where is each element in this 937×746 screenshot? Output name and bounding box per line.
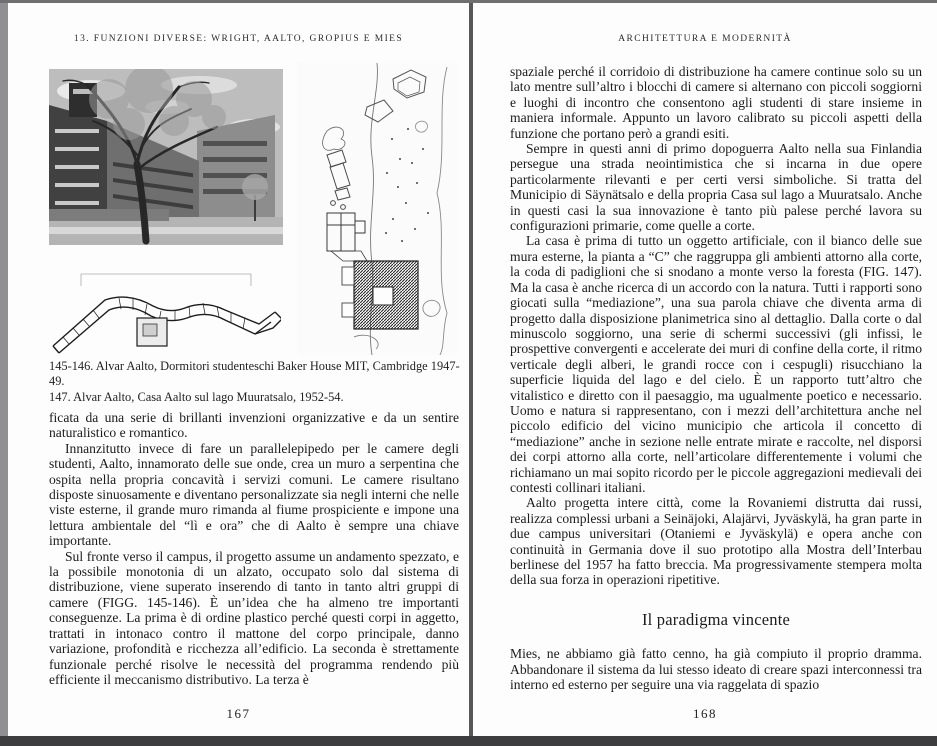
right-page xyxy=(473,3,937,736)
muuratsalo-site-plan-image xyxy=(297,63,457,355)
section-heading: Il paradigma vincente xyxy=(641,609,791,629)
body-paragraph: Aalto progetta intere città, come la Rovaniemi distrutta dai russi, realizza complessi urbani a Seinäjoki, Alajärvi, Jyväskylä, ha gran parte in due campus universitari (Otaniemi e Jyväskylä) e opera anche con continuità in Germania dove il suo prototipo alla Mostra dell’Interbau berlinese del 1957 ha fatto breccia. Ma progressivamente stempera molta della sua forza in operazioni ripetitive. xyxy=(510,495,922,588)
baker-house-floor-plan-image xyxy=(49,266,281,356)
dining-hall-block xyxy=(137,318,167,346)
page-number-right: 168 xyxy=(693,706,717,721)
scan-border-top xyxy=(0,0,937,3)
scan-border-left xyxy=(0,0,8,746)
scan-border-bottom xyxy=(0,736,937,746)
running-header-right: ARCHITETTURA E MODERNITÀ xyxy=(618,34,792,44)
page-gutter xyxy=(469,0,473,746)
baker-house-photo-image xyxy=(49,69,283,245)
caption-145-146: 145-146. Alvar Aalto, Dormitori studenteschi Baker House MIT, Cambridge 1947-49. xyxy=(49,359,460,389)
figure-captions xyxy=(49,359,464,405)
caption-147: 147. Alvar Aalto, Casa Aalto sul lago Muuratsalo, 1952-54. xyxy=(49,389,344,404)
running-header-left: 13. FUNZIONI DIVERSE: WRIGHT, AALTO, GROPIUS E MIES xyxy=(73,34,404,44)
figure-146-floor-plan xyxy=(49,266,281,356)
left-body-text xyxy=(49,410,459,687)
body-paragraph: La casa è prima di tutto un oggetto artificiale, con il bianco delle sue mura esterne, la pianta a “C” che raggruppa gli ambienti attorno alla corte, la coda di padiglioni che si snodano a monte verso la foresta (FIG. 147). Ma la casa è anche ricerca di un accordo con la natura. Tutti i rapporti sono giocati sulla “mediazione”, una sua parola chiave che diventa arma di progetto dalla disposizione planimetrica sino al dettaglio. Dalla corte o dal minuscolo soggiorno, una serie di schermi successivi (gli infissi, le prospettive convergenti e accelerate dei muri di confine della corte, il ritmo verticale degli alberi, le grandi rocce con i cespugli) risucchiano la superficie liquida del lago e del cielo. È un rapporto tutt’altro che vitalistico e diretto con il paesaggio, ma ugualmente poetico e necessario. Uomo e natura si rappresentano, con i mezzi dell’architettura anche nel piccolo edificio del vicino municipio che articola il concetto di “mediazione” anche in sezione nelle entrate mirate e raccolte, nel disporsi dei corpi attorno alla corte, nell’articolare differentemente i volumi che richiamano un mai sopito ricordo per le piccole aggregazioni medievali dei contesti collinari italiani. xyxy=(510,233,922,495)
page-number-left: 167 xyxy=(226,706,251,721)
body-paragraph: ficata da una serie di brillanti invenzioni organizzative e da un sentire naturalistico e romantico. xyxy=(49,410,459,441)
body-paragraph: Sul fronte verso il campus, il progetto assume un andamento spezzato, e la possibile monotonia di un alzato, occupato solo dal sistema di distribuzione, viene superato inserendo di tanto in tanto altri gruppi di camere (FIGG. 145-146). È un’idea che ha almeno tre importanti conseguenze. La prima è di ordine plastico perché questi corpi in aggetto, trattati in intonaco contro il mattone del corpo principale, danno variazione, profondità e ricchezza all’edificio. La seconda è strettamente funzionale perché risolve le necessità del programma rendendo più efficiente il meccanismo distributivo. La terza è xyxy=(49,548,459,687)
body-paragraph: Sempre in questi anni di primo dopoguerra Aalto nella sua Finlandia persegue una strada neointimistica che si incarna in due opere particolarmente rilevanti e per certi versi simboliche. Si tratta del Municipio di Säynätsalo e della propria Casa sul lago a Muuratsalo. Anche in questi casi la sua innovazione è tanto più palese perché lavora su configurazioni primarie, come quelle a corte. xyxy=(510,141,922,234)
body-paragraph: spaziale perché il corridoio di distribuzione ha camere continue solo su un lato mentre sull’altro i blocchi di camere si alternano con piccoli soggiorni e luoghi di incontro che consentono agli studenti di stare insieme in maniera informale. Appunto un lavoro calibrato su piccoli aspetti della funzione che portano però a grandi esiti. xyxy=(510,64,922,141)
figure-147-site-plan xyxy=(297,63,457,355)
body-paragraph: Innanzitutto invece di fare un parallelepipedo per le camere degli studenti, Aalto, innamorato delle sue onde, crea un muro a serpentina che ospita nella propria concavità i servizi comuni. Le camere risultano disposte sinuosamente e diventano personalizzate sia negli interni che nelle viste esterne, il grande muro rimanda al fiume prospiciente e impone una lettura ambientale del “lì e ora” che di Aalto è sempre una chiave importante. xyxy=(49,440,459,549)
left-page xyxy=(8,3,469,736)
figure-block xyxy=(49,63,461,357)
body-paragraph: Mies, ne abbiamo già fatto cenno, ha già compiuto il proprio dramma. Abbandonare il sistema da lui stesso ideato di creare spazi interconnessi tra interno ed esterno per seguire una via raggelata di spazio xyxy=(510,646,922,693)
figure-145-baker-house-photo xyxy=(49,69,283,245)
right-body-text xyxy=(510,64,922,692)
